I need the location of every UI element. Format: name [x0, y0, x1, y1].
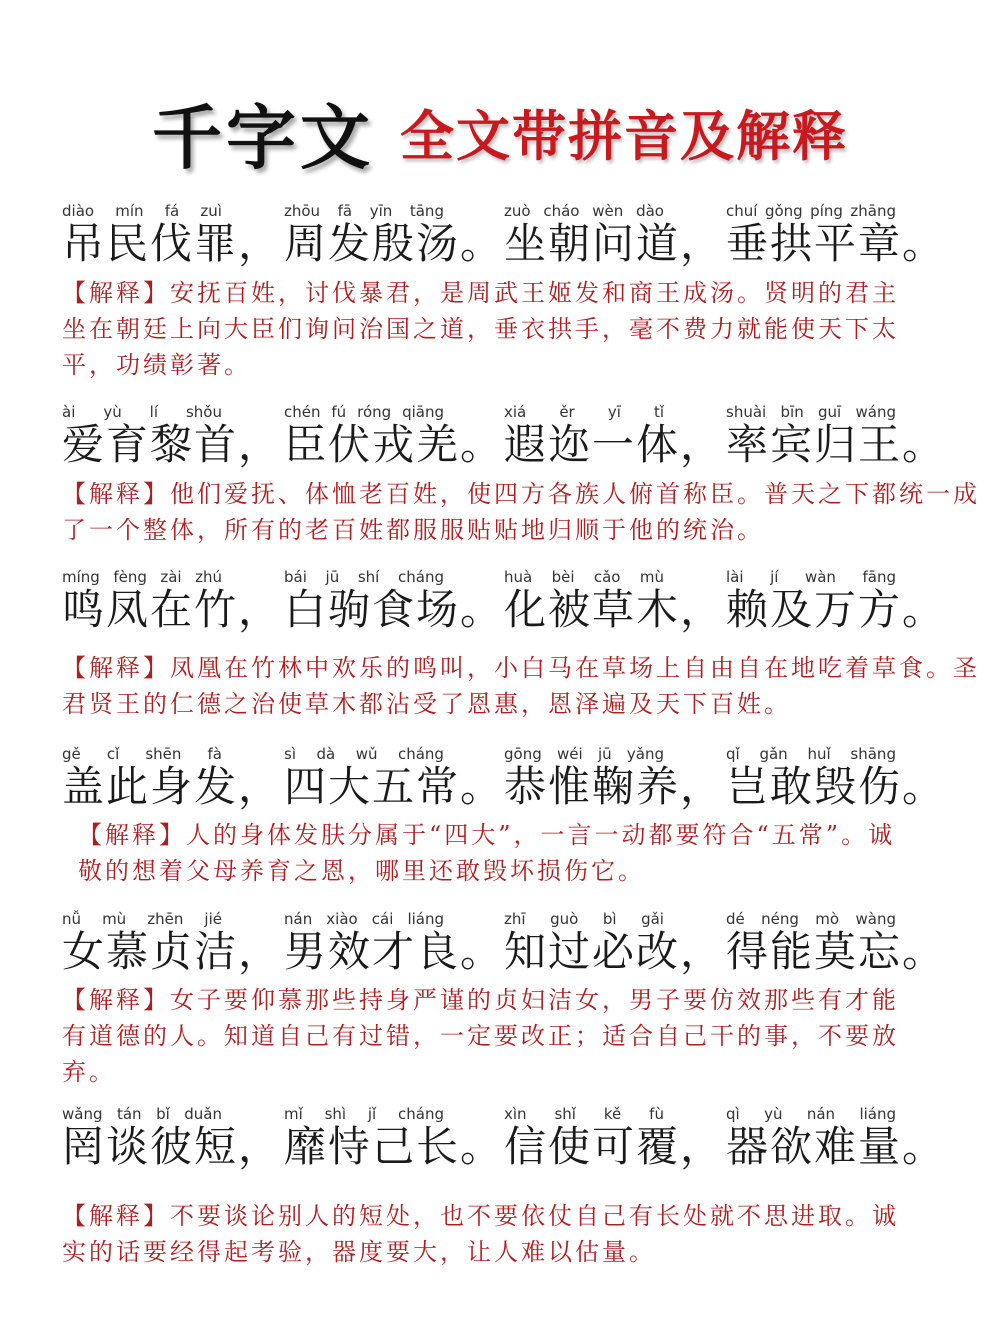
explanation-tag: 【解释】 — [62, 654, 170, 682]
pinyin-syllable: gǎn — [759, 745, 788, 763]
hanzi-phrase: 器欲难量。 — [726, 1122, 947, 1171]
pinyin-syllable: yù — [764, 1105, 783, 1123]
pinyin-syllable: gǒng — [764, 202, 803, 220]
hanzi-phrase: 臣伏戎羌。 — [284, 420, 505, 469]
pinyin-syllable: shì — [324, 1105, 347, 1123]
hanzi-phrase: 率宾归王。 — [726, 420, 947, 469]
title-main: 千字文 — [152, 96, 374, 179]
hanzi-phrase: 知过必改， — [504, 927, 725, 976]
pinyin-syllable: tǐ — [653, 403, 664, 421]
pinyin-syllable: bǐ — [156, 1105, 170, 1123]
pinyin-syllable: mù — [639, 568, 664, 586]
pinyin-syllable: ěr — [559, 403, 575, 421]
pinyin-syllable: fà — [207, 745, 222, 763]
pinyin-syllable: shí — [357, 568, 380, 586]
pinyin-syllable: lí — [149, 403, 158, 421]
hanzi-phrase: 女慕贞洁， — [62, 927, 283, 976]
hanzi-phrase: 吊民伐罪， — [62, 219, 283, 268]
pinyin-syllable: wáng — [855, 403, 896, 421]
pinyin-syllable: chén — [284, 403, 321, 421]
hanzi-phrase: 化被草木， — [504, 585, 725, 634]
pinyin-syllable: mín — [115, 202, 144, 220]
pinyin-syllable: fèng — [113, 568, 147, 586]
pinyin-syllable: fù — [649, 1105, 664, 1123]
pinyin-syllable: shǐ — [554, 1105, 576, 1123]
verse-line — [62, 403, 947, 473]
pinyin-syllable: xiào — [326, 910, 358, 928]
pinyin-syllable: zhēn — [147, 910, 184, 928]
pinyin-syllable: jí — [770, 568, 779, 586]
title-subtitle: 全文带拼音及解释 — [400, 104, 848, 168]
hanzi-phrase: 周发殷汤。 — [284, 219, 505, 268]
pinyin-syllable: fá — [164, 202, 180, 220]
pinyin-syllable: guī — [818, 403, 842, 421]
hanzi-phrase: 男效才良。 — [284, 927, 505, 976]
pinyin-syllable: bèi — [551, 568, 575, 586]
pinyin-syllable: cháo — [543, 202, 580, 220]
pinyin-syllable: néng — [761, 910, 799, 928]
pinyin-syllable: duǎn — [184, 1105, 222, 1123]
explanation-tag: 【解释】 — [62, 986, 170, 1014]
page-title — [0, 82, 1000, 182]
pinyin-syllable: wǔ — [355, 745, 378, 763]
pinyin-syllable: xiá — [504, 403, 527, 421]
explanation-text: 他们爱抚、体恤老百姓，使四方各族人俯首称臣。普天之下都统一成了一个整体，所有的老百姓都服服贴贴地归顺于他的统治。 — [62, 480, 980, 544]
pinyin-syllable: cháng — [398, 1105, 444, 1123]
pinyin-syllable: gě — [62, 745, 81, 763]
explanation-tag: 【解释】 — [62, 1202, 170, 1230]
hanzi-phrase: 得能莫忘。 — [726, 927, 947, 976]
explanation-text: 女子要仰慕那些持身严谨的贞妇洁女，男子要仿效那些有才能有道德的人。知道自己有过错，一定要改正；适合自己干的事，不要放弃。 — [62, 986, 899, 1086]
pinyin-syllable: tāng — [409, 202, 444, 220]
explanation-tag: 【解释】 — [78, 821, 186, 849]
pinyin-syllable: jū — [597, 745, 612, 763]
pinyin-syllable: cháng — [398, 568, 444, 586]
pinyin-syllable: diào — [62, 202, 95, 220]
pinyin-syllable: nǚ — [62, 910, 82, 928]
pinyin-syllable: wèn — [592, 202, 624, 220]
pinyin-syllable: bīn — [780, 403, 804, 421]
pinyin-syllable: xìn — [504, 1105, 527, 1123]
pinyin-syllable: yù — [103, 403, 122, 421]
pinyin-syllable: mù — [102, 910, 127, 928]
pinyin-syllable: gǎi — [641, 910, 664, 928]
pinyin-syllable: píng — [810, 202, 843, 220]
pinyin-syllable: zhāng — [850, 202, 896, 220]
pinyin-syllable: dà — [316, 745, 336, 763]
explanation-paragraph — [62, 650, 992, 722]
explanation-paragraph — [62, 982, 922, 1090]
hanzi-phrase: 白驹食场。 — [284, 585, 505, 634]
pinyin-syllable: huǐ — [807, 745, 831, 763]
verse-line — [62, 568, 947, 638]
pinyin-syllable: chuí — [726, 202, 758, 220]
pinyin-syllable: ài — [62, 403, 76, 421]
pinyin-syllable: jǐ — [367, 1105, 377, 1123]
hanzi-phrase: 赖及万方。 — [726, 585, 947, 634]
pinyin-syllable: wǎng — [62, 1105, 103, 1123]
pinyin-syllable: shǒu — [185, 403, 222, 421]
pinyin-syllable: yīn — [369, 202, 393, 220]
pinyin-syllable: jié — [204, 910, 222, 928]
hanzi-phrase: 爱育黎首， — [62, 420, 283, 469]
pinyin-syllable: míng — [62, 568, 100, 586]
hanzi-phrase: 四大五常。 — [284, 762, 505, 811]
explanation-tag: 【解释】 — [62, 279, 170, 307]
explanation-paragraph — [62, 1198, 922, 1270]
pinyin-syllable: lài — [726, 568, 744, 586]
hanzi-phrase: 鸣凤在竹， — [62, 585, 283, 634]
pinyin-syllable: zhú — [195, 568, 222, 586]
pinyin-syllable: wàn — [804, 568, 836, 586]
pinyin-syllable: qiāng — [402, 403, 444, 421]
pinyin-syllable: fā — [337, 202, 353, 220]
hanzi-phrase: 罔谈彼短， — [62, 1122, 283, 1171]
pinyin-syllable: sì — [284, 745, 296, 763]
pinyin-syllable: cái — [371, 910, 394, 928]
pinyin-syllable: dào — [636, 202, 664, 220]
pinyin-syllable: qǐ — [726, 745, 740, 763]
verse-line — [62, 745, 947, 815]
pinyin-syllable: zhōu — [284, 202, 321, 220]
explanation-text: 不要谈论别人的短处，也不要依仗自己有长处就不思进取。诚实的话要经得起考验，器度要大，让人难以估量。 — [62, 1202, 899, 1266]
explanation-tag: 【解释】 — [62, 480, 170, 508]
verse-line — [62, 1105, 947, 1175]
explanation-text: 安抚百姓，讨伐暴君，是周武王姬发和商王成汤。贤明的君主坐在朝廷上向大臣们询问治国之道，垂衣拱手，毫不费力就能使天下太平，功绩彰著。 — [62, 279, 899, 379]
pinyin-syllable: shēn — [145, 745, 182, 763]
explanation-paragraph — [62, 476, 992, 548]
pinyin-syllable: bì — [602, 910, 617, 928]
pinyin-syllable: qì — [726, 1105, 740, 1123]
pinyin-syllable: fú — [331, 403, 347, 421]
pinyin-syllable: yī — [607, 403, 621, 421]
pinyin-syllable: bái — [284, 568, 307, 586]
explanation-text: 凤凰在竹林中欢乐的鸣叫，小白马在草场上自由自在地吃着草食。圣君贤王的仁德之治使草木都沾受了恩惠，恩泽遍及天下百姓。 — [62, 654, 980, 718]
hanzi-phrase: 遐迩一体， — [504, 420, 725, 469]
hanzi-phrase: 垂拱平章。 — [726, 219, 947, 268]
pinyin-syllable: zuì — [200, 202, 222, 220]
pinyin-syllable: nán — [806, 1105, 836, 1123]
pinyin-syllable: wéi — [557, 745, 583, 763]
pinyin-syllable: kě — [603, 1105, 622, 1123]
explanation-paragraph — [78, 817, 908, 889]
hanzi-phrase: 靡恃己长。 — [284, 1122, 505, 1171]
pinyin-syllable: cǐ — [106, 745, 120, 763]
pinyin-syllable: fāng — [862, 568, 896, 586]
pinyin-syllable: zài — [160, 568, 182, 586]
hanzi-phrase: 恭惟鞠养， — [504, 762, 725, 811]
verse-line — [62, 202, 947, 272]
pinyin-syllable: wàng — [855, 910, 896, 928]
hanzi-phrase: 盖此身发， — [62, 762, 283, 811]
hanzi-phrase: 岂敢毁伤。 — [726, 762, 947, 811]
pinyin-syllable: tán — [116, 1105, 142, 1123]
pinyin-syllable: róng — [357, 403, 392, 421]
pinyin-syllable: liáng — [407, 910, 444, 928]
pinyin-syllable: huà — [504, 568, 533, 586]
pinyin-syllable: zuò — [504, 202, 531, 220]
pinyin-syllable: shāng — [850, 745, 896, 763]
hanzi-phrase: 信使可覆， — [504, 1122, 725, 1171]
explanation-paragraph — [62, 275, 922, 383]
hanzi-phrase: 坐朝问道， — [504, 219, 725, 268]
pinyin-syllable: jū — [325, 568, 340, 586]
explanation-text: 人的身体发肤分属于“四大”，一言一动都要符合“五常”。诚敬的想着父母养育之恩，哪里还敢毁坏损伤它。 — [78, 821, 896, 885]
pinyin-syllable: shuài — [726, 403, 767, 421]
pinyin-syllable: cǎo — [593, 568, 621, 586]
pinyin-syllable: guò — [550, 910, 579, 928]
pinyin-syllable: cháng — [397, 745, 444, 763]
verse-line — [62, 910, 947, 980]
pinyin-syllable: gōng — [504, 745, 542, 763]
pinyin-syllable: zhī — [504, 910, 526, 928]
pinyin-syllable: yǎng — [626, 745, 664, 763]
pinyin-syllable: dé — [726, 910, 745, 928]
pinyin-syllable: mò — [815, 910, 840, 928]
pinyin-syllable: nán — [284, 910, 313, 928]
pinyin-syllable: mǐ — [284, 1105, 303, 1123]
pinyin-syllable: liáng — [859, 1105, 896, 1123]
